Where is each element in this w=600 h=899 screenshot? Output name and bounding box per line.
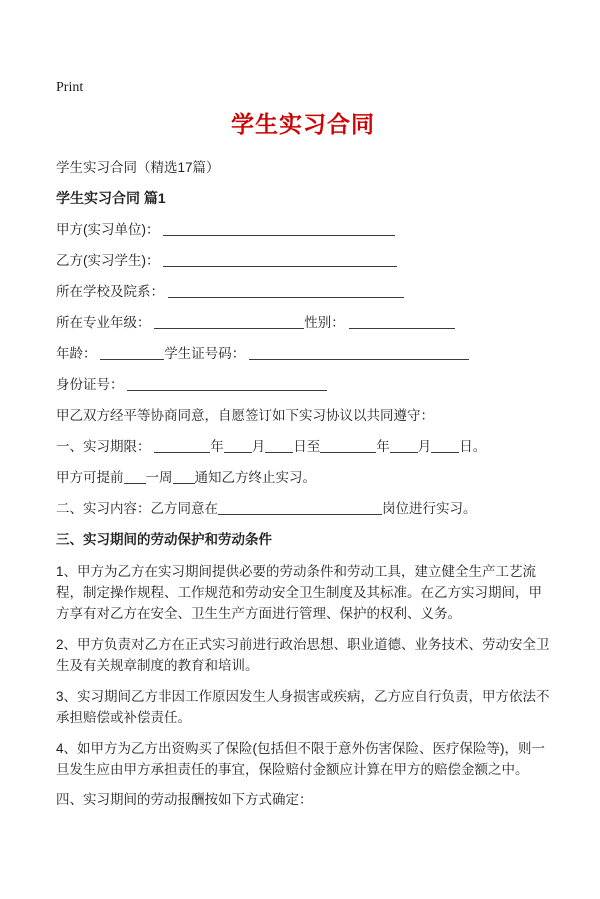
blank-underline	[265, 440, 293, 453]
field-school	[56, 282, 550, 302]
document-subtitle: 学生实习合同（精选17篇）	[56, 160, 220, 175]
clause-1-notice	[56, 468, 550, 488]
print-link[interactable]: Print	[56, 80, 84, 95]
clause-3-item-3	[56, 686, 550, 728]
text-segment: 日。	[459, 439, 487, 454]
field-major-gender	[56, 313, 550, 333]
text-segment: 身份证号：	[56, 377, 128, 392]
text-segment: 1、甲方为乙方在实习期间提供必要的劳动条件和劳动工具，建立健全生产工艺流程，制定操作规程、工作规范和劳动安全卫生制度及其标准。在乙方实习期间，甲方享有对乙方在安全、卫生生产方面进行管理、保护的权利、义务。	[56, 564, 542, 621]
field-age-studentid	[56, 344, 550, 364]
blank-underline	[249, 347, 469, 360]
text-segment: 性别：	[304, 315, 349, 330]
text-segment: 二、实习内容：乙方同意在	[56, 501, 218, 516]
text-segment: 年	[210, 439, 224, 454]
text-segment: 一周	[145, 470, 173, 485]
agreement-intro	[56, 406, 550, 426]
blank-underline	[320, 440, 376, 453]
blank-underline	[218, 502, 382, 515]
text-segment: 乙方(实习学生)：	[56, 253, 164, 268]
text-segment: 甲方(实习单位)：	[56, 222, 164, 237]
text-segment: 通知乙方终止实习。	[194, 470, 316, 485]
text-segment: 所在专业年级：	[56, 315, 155, 330]
text-segment: 年	[376, 439, 390, 454]
clause-3-item-4	[56, 738, 550, 780]
page-title: 学生实习合同	[231, 111, 375, 137]
text-segment: 月	[417, 439, 432, 454]
text-segment: 学生证号码：	[164, 346, 250, 361]
clause-2-content	[56, 499, 550, 519]
blank-underline	[124, 471, 146, 484]
blank-underline	[390, 440, 418, 453]
text-segment: 所在学校及院系：	[56, 284, 168, 299]
text-segment: 年龄：	[56, 346, 101, 361]
section-heading: 学生实习合同 篇1	[56, 190, 166, 206]
blank-underline	[100, 347, 164, 360]
field-party-a	[56, 220, 550, 240]
text-segment: 岗位进行实习。	[382, 501, 477, 516]
blank-underline	[224, 440, 252, 453]
document-body	[56, 220, 550, 810]
text-segment: 甲方可提前	[56, 470, 124, 485]
blank-underline	[154, 440, 210, 453]
field-id-number	[56, 375, 550, 395]
clause-3-heading	[56, 530, 550, 550]
field-party-b	[56, 251, 550, 271]
text-segment: 甲乙双方经平等协商同意，自愿签订如下实习协议以共同遵守：	[56, 408, 434, 423]
blank-underline	[349, 316, 455, 329]
blank-underline	[168, 285, 404, 298]
text-segment: 3、实习期间乙方非因工作原因发生人身损害或疾病，乙方应自行负责，甲方依法不承担赔偿或补偿责任。	[56, 689, 550, 725]
clause-3-item-2	[56, 634, 550, 676]
blank-underline	[173, 471, 195, 484]
text-segment: 一、实习期限：	[56, 439, 155, 454]
text-segment: 三、实习期间的劳动保护和劳动条件	[56, 532, 272, 547]
clause-1-term	[56, 437, 550, 457]
text-segment: 4、如甲方为乙方出资购买了保险(包括但不限于意外伤害保险、医疗保险等)，则一旦发生应由甲方承担责任的事宜，保险赔付金额应计算在甲方的赔偿金额之中。	[56, 741, 545, 777]
blank-underline	[431, 440, 459, 453]
blank-underline	[127, 378, 327, 391]
text-segment: 日至	[293, 439, 321, 454]
blank-underline	[154, 316, 304, 329]
clause-4-heading	[56, 790, 550, 810]
blank-underline	[163, 223, 395, 236]
clause-3-item-1	[56, 561, 550, 624]
text-segment: 2、甲方负责对乙方在正式实习前进行政治思想、职业道德、业务技术、劳动安全卫生及有关规章制度的教育和培训。	[56, 637, 550, 673]
blank-underline	[163, 254, 397, 267]
text-segment: 四、实习期间的劳动报酬按如下方式确定：	[56, 792, 313, 807]
text-segment: 月	[251, 439, 266, 454]
